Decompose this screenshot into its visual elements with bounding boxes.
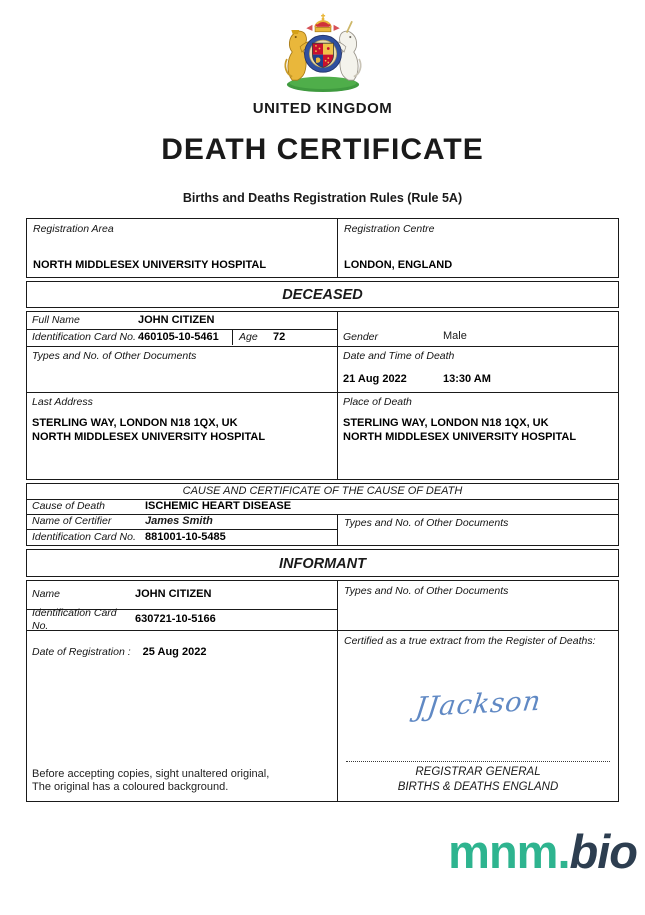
cause-table: [26, 483, 619, 546]
last-address-label: Last Address: [32, 396, 93, 408]
cause-section-title: CAUSE AND CERTIFICATE OF THE CAUSE OF DEATH: [27, 484, 618, 500]
copy-notice-line2: The original has a coloured background.: [32, 781, 229, 794]
cause-of-death-row: [27, 500, 618, 515]
certifier-value: James Smith: [145, 515, 213, 528]
registrar-signature: JJackson: [413, 685, 543, 724]
informant-id-label: Identification Card No.: [32, 606, 117, 632]
informant-name-label: Name: [32, 588, 61, 601]
place-of-death-line2: NORTH MIDDLESEX UNIVERSITY HOSPITAL: [343, 430, 577, 443]
informant-other-docs-label: Types and No. of Other Documents: [344, 585, 509, 597]
registration-area-value: NORTH MIDDLESEX UNIVERSITY HOSPITAL: [33, 259, 267, 272]
copy-notice-line1: Before accepting copies, sight unaltered original,: [32, 767, 270, 780]
certified-extract-label: Certified as a true extract from the Register of Deaths:: [344, 635, 596, 647]
certifier-id-value: 881001-10-5485: [145, 530, 226, 543]
cause-of-death-label: Cause of Death: [32, 500, 105, 513]
informant-name-row: [27, 581, 337, 610]
certifier-id-row: [27, 530, 337, 545]
certifier-row: [27, 515, 337, 530]
informant-table: [26, 580, 619, 802]
mnm-bio-logo: [448, 824, 637, 879]
age-value: 72: [273, 330, 286, 343]
place-of-death-line1: STERLING WAY, LONDON N18 1QX, UK: [343, 416, 549, 429]
date-of-registration-value: 25 Aug 2022: [142, 646, 207, 658]
logo-secondary-text: bio: [569, 825, 637, 878]
last-address-cell: [27, 393, 338, 479]
page-title: DEATH CERTIFICATE: [161, 133, 484, 166]
last-address-line1: STERLING WAY, LONDON N18 1QX, UK: [32, 416, 238, 429]
cause-of-death-value: ISCHEMIC HEART DISEASE: [145, 500, 292, 513]
deceased-id-value: 460105-10-5461: [138, 330, 219, 343]
registration-area-label: Registration Area: [33, 223, 114, 235]
deceased-other-docs-cell: [27, 347, 338, 392]
informant-name-id-block: [27, 581, 338, 630]
place-of-death-label: Place of Death: [343, 396, 412, 408]
full-name-label: Full Name: [32, 313, 80, 326]
informant-id-row: [27, 606, 337, 632]
deceased-other-docs-label: Types and No. of Other Documents: [32, 350, 197, 362]
certifier-block: [27, 515, 338, 545]
country-title: UNITED KINGDOM: [252, 100, 393, 117]
subtitle-rules: Births and Deaths Registration Rules (Rule 5A): [182, 191, 463, 205]
informant-name-value: JOHN CITIZEN: [135, 588, 212, 601]
cause-other-docs-cell: [338, 515, 618, 545]
registrar-title-line1: REGISTRAR GENERAL: [415, 766, 541, 779]
signature-dotted-line: [346, 761, 610, 762]
death-datetime-label: Date and Time of Death: [343, 350, 455, 362]
registration-centre-label: Registration Centre: [344, 223, 435, 235]
place-of-death-cell: [338, 393, 618, 479]
registrar-title: [344, 765, 612, 797]
deceased-section-title: DECEASED: [26, 281, 619, 308]
last-address-line2: NORTH MIDDLESEX UNIVERSITY HOSPITAL: [32, 430, 266, 443]
gender-value: Male: [443, 330, 467, 343]
cause-other-docs-label: Types and No. of Other Documents: [344, 517, 509, 529]
date-of-registration-label: Date of Registration :: [32, 646, 131, 658]
gender-cell: [338, 312, 618, 346]
certification-cell: [338, 631, 618, 801]
certificate-body: [26, 218, 619, 802]
age-label: Age: [239, 330, 258, 343]
logo-primary-text: mnm.: [448, 825, 570, 878]
informant-id-value: 630721-10-5166: [135, 613, 216, 626]
deceased-id-label: Identification Card No.: [32, 330, 136, 343]
registrar-title-line2: BIRTHS & DEATHS ENGLAND: [397, 780, 559, 793]
gender-label: Gender: [343, 330, 379, 343]
signature-area: [344, 648, 612, 761]
registration-centre-value: LONDON, ENGLAND: [344, 259, 453, 272]
certifier-label: Name of Certifier: [32, 515, 112, 528]
deceased-table: [26, 311, 619, 480]
death-time-value: 13:30 AM: [443, 373, 491, 386]
registration-footer-cell: [27, 631, 338, 801]
registration-area-cell: [27, 219, 338, 277]
informant-other-docs-cell: [338, 581, 618, 630]
uk-royal-coat-of-arms-icon: [265, 8, 381, 96]
registration-table: [26, 218, 619, 278]
informant-section-title: INFORMANT: [26, 549, 619, 577]
death-datetime-cell: [338, 347, 618, 392]
death-date-value: 21 Aug 2022: [343, 373, 407, 386]
deceased-name-id-block: [27, 312, 338, 346]
registration-centre-cell: [338, 219, 618, 277]
id-age-row: [27, 330, 337, 345]
copy-notice: [32, 768, 332, 797]
full-name-row: [27, 312, 337, 330]
certifier-id-label: Identification Card No.: [32, 530, 136, 543]
certificate-header: [0, 0, 645, 205]
full-name-value: JOHN CITIZEN: [138, 313, 215, 326]
